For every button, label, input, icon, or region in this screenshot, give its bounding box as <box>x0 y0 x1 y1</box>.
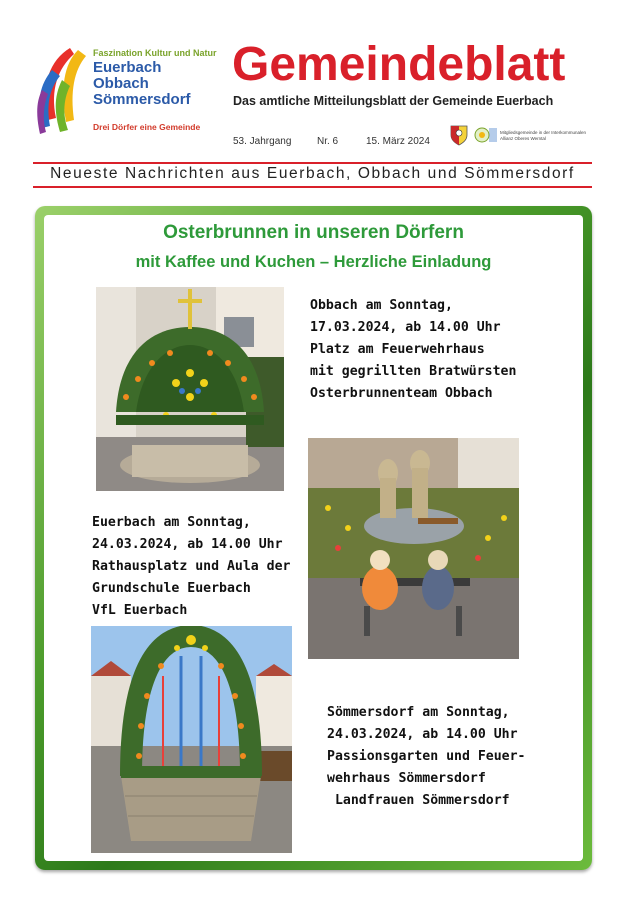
article-headline: Osterbrunnen in unseren Dörfern <box>163 222 464 243</box>
event-line: Osterbrunnenteam Obbach <box>310 386 493 401</box>
event-line: Grundschule Euerbach <box>92 581 251 596</box>
photo-soemmersdorf-passion-garden <box>308 438 519 659</box>
event-line: Platz am Feuerwehrhaus <box>310 342 485 357</box>
divider-top <box>33 162 592 164</box>
photo-euerbach-easter-well <box>91 626 292 853</box>
logo-name-soemmersdorf: Sömmersdorf <box>93 91 191 108</box>
logo-tagline: Faszination Kultur und Natur <box>93 48 217 58</box>
event-line: 24.03.2024, ab 14.00 Uhr <box>92 537 283 552</box>
event-line: Landfrauen Sömmersdorf <box>327 793 510 808</box>
page-subtitle: Das amtliche Mitteilungsblatt der Gemeinde Euerbach <box>233 94 554 108</box>
issue-date: 15. März 2024 <box>366 136 430 147</box>
logo-subline: Drei Dörfer eine Gemeinde <box>93 122 201 132</box>
event-line: VfL Euerbach <box>92 603 188 618</box>
logo-name-obbach: Obbach <box>93 75 149 92</box>
page-title: Gemeindeblatt <box>232 38 566 91</box>
photo-obbach-easter-well <box>96 287 284 491</box>
event-line: Obbach am Sonntag, <box>310 298 453 313</box>
event-line: Euerbach am Sonntag, <box>92 515 251 530</box>
divider-bottom <box>33 186 592 188</box>
logo-swoosh-icon <box>30 40 100 140</box>
event-line: 24.03.2024, ab 14.00 Uhr <box>327 727 518 742</box>
event-line: Passionsgarten und Feuer- <box>327 749 526 764</box>
event-obbach <box>310 295 516 405</box>
issue-number: Nr. 6 <box>317 136 339 147</box>
event-euerbach <box>92 512 291 622</box>
news-tagline: Neueste Nachrichten aus Euerbach, Obbach und Sömmersdorf <box>50 165 575 182</box>
event-line: mit gegrillten Bratwürsten <box>310 364 517 379</box>
alliance-logo-icon <box>474 124 498 146</box>
coat-of-arms-icon <box>448 124 470 146</box>
article-subheadline: mit Kaffee und Kuchen – Herzliche Einladung <box>135 253 492 271</box>
event-line: 17.03.2024, ab 14.00 Uhr <box>310 320 501 335</box>
event-soemmersdorf <box>327 702 526 812</box>
event-line: Sömmersdorf am Sonntag, <box>327 705 510 720</box>
volume-year: 53. Jahrgang <box>233 136 292 147</box>
event-line: wehrhaus Sömmersdorf <box>327 771 486 786</box>
logo-name-euerbach: Euerbach <box>93 59 162 76</box>
alliance-member-note: Mitgliedsgemeinde in der Interkommunalen Allianz Oberes Werntal <box>500 130 587 141</box>
event-line: Rathausplatz und Aula der <box>92 559 291 574</box>
